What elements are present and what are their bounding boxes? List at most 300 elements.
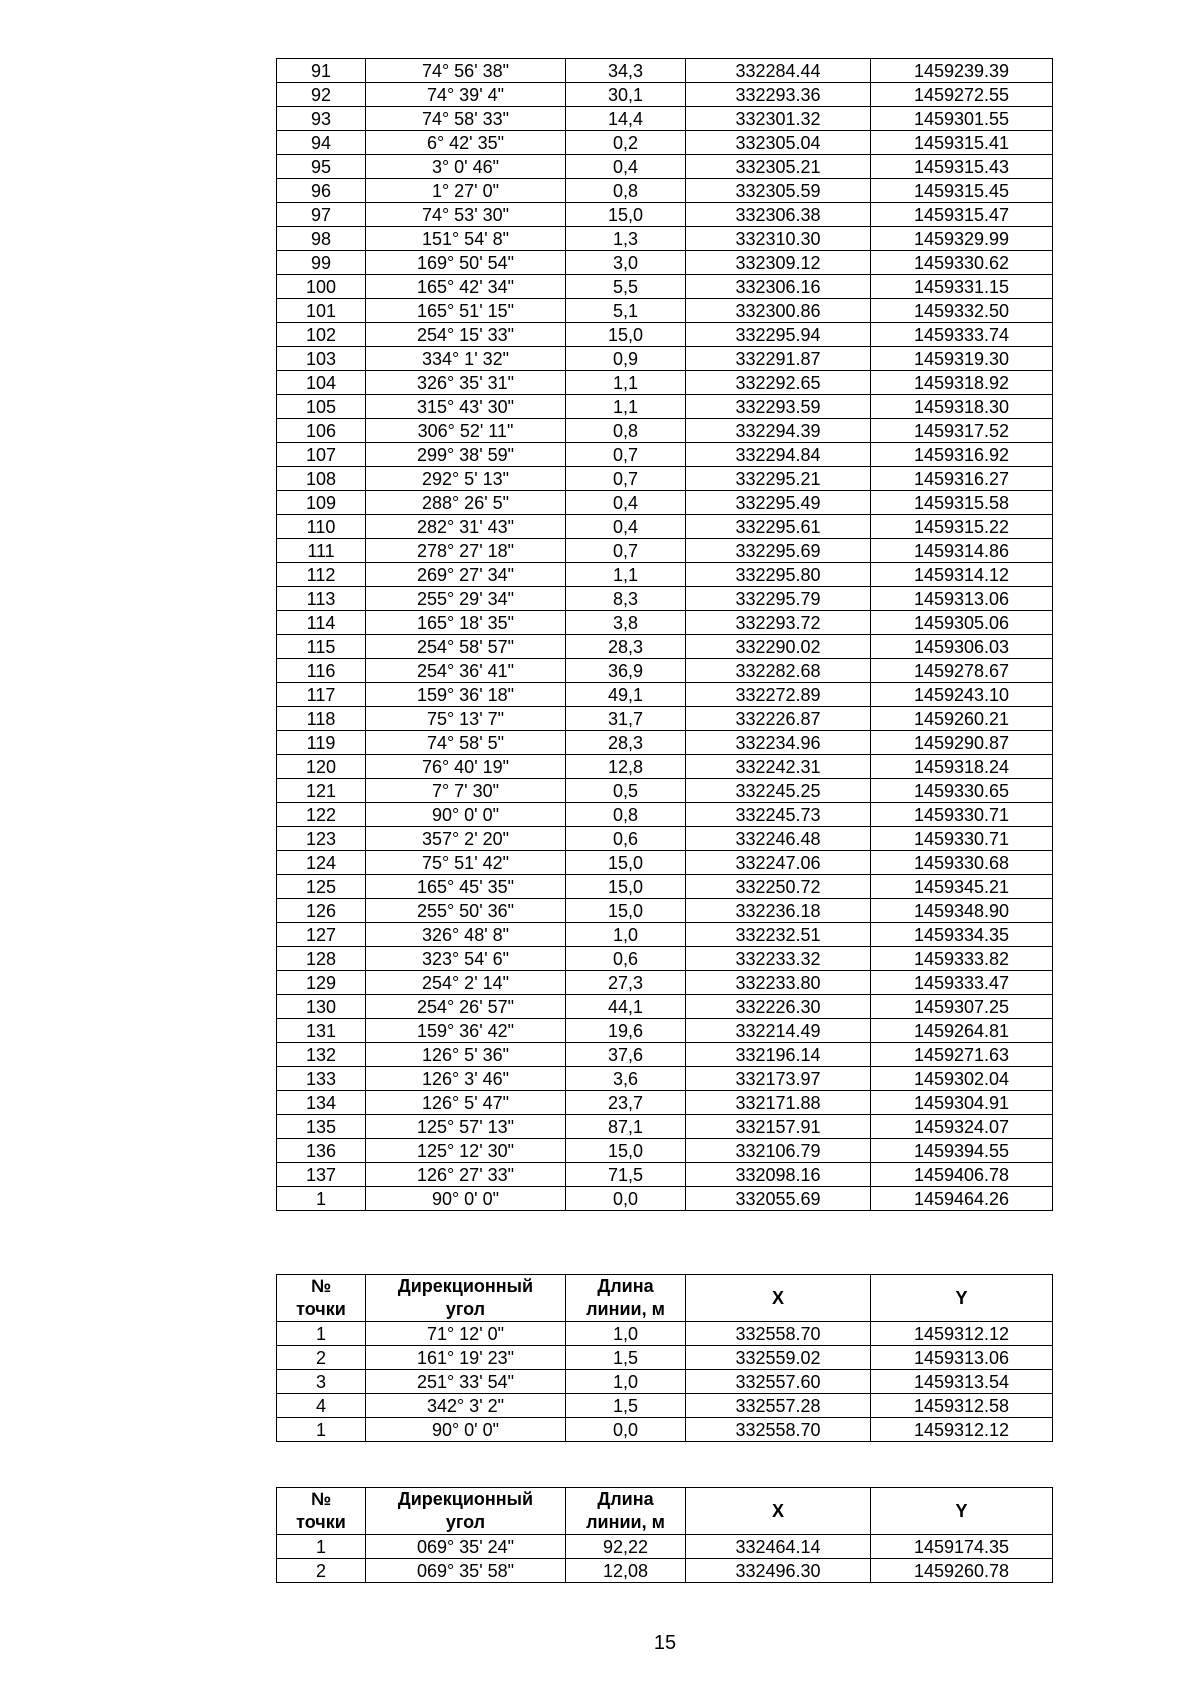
cell-point-number: 135	[277, 1115, 366, 1139]
cell-coord-x: 332306.16	[686, 275, 871, 299]
cell-point-number: 100	[277, 275, 366, 299]
cell-coord-x: 332295.94	[686, 323, 871, 347]
cell-coord-x: 332173.97	[686, 1067, 871, 1091]
cell-bearing-angle: 255° 50' 36"	[366, 899, 566, 923]
cell-coord-x: 332098.16	[686, 1163, 871, 1187]
cell-line-length: 15,0	[566, 899, 686, 923]
cell-line-length: 87,1	[566, 1115, 686, 1139]
cell-point-number: 104	[277, 371, 366, 395]
cell-point-number: 102	[277, 323, 366, 347]
cell-bearing-angle: 90° 0' 0"	[366, 1187, 566, 1211]
cell-bearing-angle: 71° 12' 0"	[366, 1322, 566, 1346]
cell-coord-y: 1459315.58	[871, 491, 1053, 515]
table-row	[277, 851, 1053, 875]
cell-point-number: 107	[277, 443, 366, 467]
cell-coord-x: 332558.70	[686, 1322, 871, 1346]
header-line: №	[310, 1276, 332, 1296]
cell-line-length: 92,22	[566, 1535, 686, 1559]
cell-point-number: 119	[277, 731, 366, 755]
table-row	[277, 155, 1053, 179]
cell-line-length: 49,1	[566, 683, 686, 707]
cell-bearing-angle: 255° 29' 34"	[366, 587, 566, 611]
cell-coord-x: 332305.21	[686, 155, 871, 179]
cell-line-length: 0,6	[566, 827, 686, 851]
cell-line-length: 3,6	[566, 1067, 686, 1091]
cell-line-length: 1,5	[566, 1346, 686, 1370]
cell-coord-y: 1459318.24	[871, 755, 1053, 779]
table-row	[277, 1346, 1053, 1370]
cell-point-number: 98	[277, 227, 366, 251]
cell-point-number: 4	[277, 1394, 366, 1418]
cell-bearing-angle: 126° 27' 33"	[366, 1163, 566, 1187]
cell-point-number: 2	[277, 1559, 366, 1583]
cell-bearing-angle: 159° 36' 42"	[366, 1019, 566, 1043]
cell-coord-y: 1459264.81	[871, 1019, 1053, 1043]
cell-point-number: 120	[277, 755, 366, 779]
cell-coord-x: 332247.06	[686, 851, 871, 875]
cell-bearing-angle: 1° 27' 0"	[366, 179, 566, 203]
cell-coord-x: 332300.86	[686, 299, 871, 323]
cell-bearing-angle: 90° 0' 0"	[366, 803, 566, 827]
header-point-number	[277, 1275, 366, 1322]
cell-bearing-angle: 278° 27' 18"	[366, 539, 566, 563]
cell-bearing-angle: 282° 31' 43"	[366, 515, 566, 539]
cell-bearing-angle: 151° 54' 8"	[366, 227, 566, 251]
cell-bearing-angle: 069° 35' 58"	[366, 1559, 566, 1583]
cell-line-length: 15,0	[566, 203, 686, 227]
cell-line-length: 0,4	[566, 491, 686, 515]
cell-point-number: 132	[277, 1043, 366, 1067]
cell-bearing-angle: 169° 50' 54"	[366, 251, 566, 275]
cell-bearing-angle: 75° 13' 7"	[366, 707, 566, 731]
table-row	[277, 1019, 1053, 1043]
table-row	[277, 707, 1053, 731]
cell-coord-x: 332245.73	[686, 803, 871, 827]
cell-coord-x: 332292.65	[686, 371, 871, 395]
cell-coord-y: 1459260.21	[871, 707, 1053, 731]
table-row	[277, 611, 1053, 635]
cell-coord-y: 1459315.41	[871, 131, 1053, 155]
table-row	[277, 1187, 1053, 1211]
table-row	[277, 971, 1053, 995]
cell-point-number: 92	[277, 83, 366, 107]
cell-line-length: 1,0	[566, 1322, 686, 1346]
cell-bearing-angle: 251° 33' 54"	[366, 1370, 566, 1394]
cell-coord-y: 1459313.54	[871, 1370, 1053, 1394]
table-row	[277, 323, 1053, 347]
cell-coord-y: 1459319.30	[871, 347, 1053, 371]
cell-coord-y: 1459315.47	[871, 203, 1053, 227]
table-row	[277, 83, 1053, 107]
cell-line-length: 0,8	[566, 179, 686, 203]
cell-line-length: 0,8	[566, 419, 686, 443]
cell-bearing-angle: 254° 15' 33"	[366, 323, 566, 347]
cell-line-length: 36,9	[566, 659, 686, 683]
cell-line-length: 15,0	[566, 1139, 686, 1163]
cell-bearing-angle: 292° 5' 13"	[366, 467, 566, 491]
cell-coord-y: 1459312.12	[871, 1418, 1053, 1442]
cell-coord-y: 1459174.35	[871, 1535, 1053, 1559]
header-coord-x	[686, 1275, 871, 1322]
cell-bearing-angle: 323° 54' 6"	[366, 947, 566, 971]
cell-bearing-angle: 74° 58' 5"	[366, 731, 566, 755]
table-row	[277, 443, 1053, 467]
cell-point-number: 96	[277, 179, 366, 203]
cell-bearing-angle: 254° 26' 57"	[366, 995, 566, 1019]
cell-bearing-angle: 76° 40' 19"	[366, 755, 566, 779]
cell-bearing-angle: 342° 3' 2"	[366, 1394, 566, 1418]
cell-bearing-angle: 75° 51' 42"	[366, 851, 566, 875]
header-line: угол	[445, 1299, 486, 1319]
cell-point-number: 99	[277, 251, 366, 275]
cell-point-number: 122	[277, 803, 366, 827]
cell-line-length: 37,6	[566, 1043, 686, 1067]
cell-coord-y: 1459315.22	[871, 515, 1053, 539]
cell-bearing-angle: 126° 5' 47"	[366, 1091, 566, 1115]
cell-point-number: 123	[277, 827, 366, 851]
table-row	[277, 923, 1053, 947]
header-line: Y	[955, 1287, 968, 1308]
cell-bearing-angle: 74° 58' 33"	[366, 107, 566, 131]
cell-coord-x: 332293.36	[686, 83, 871, 107]
cell-point-number: 125	[277, 875, 366, 899]
cell-coord-y: 1459239.39	[871, 59, 1053, 83]
cell-coord-x: 332557.28	[686, 1394, 871, 1418]
cell-bearing-angle: 299° 38' 59"	[366, 443, 566, 467]
cell-line-length: 1,0	[566, 923, 686, 947]
cell-coord-x: 332234.96	[686, 731, 871, 755]
cell-coord-x: 332294.84	[686, 443, 871, 467]
cell-bearing-angle: 165° 18' 35"	[366, 611, 566, 635]
cell-line-length: 31,7	[566, 707, 686, 731]
cell-point-number: 134	[277, 1091, 366, 1115]
cell-bearing-angle: 254° 36' 41"	[366, 659, 566, 683]
cell-coord-x: 332496.30	[686, 1559, 871, 1583]
cell-point-number: 111	[277, 539, 366, 563]
cell-point-number: 128	[277, 947, 366, 971]
cell-coord-y: 1459317.52	[871, 419, 1053, 443]
cell-coord-x: 332295.79	[686, 587, 871, 611]
cell-point-number: 121	[277, 779, 366, 803]
cell-coord-x: 332295.49	[686, 491, 871, 515]
table-row	[277, 587, 1053, 611]
table-row	[277, 107, 1053, 131]
cell-line-length: 30,1	[566, 83, 686, 107]
cell-coord-x: 332233.80	[686, 971, 871, 995]
cell-coord-y: 1459302.04	[871, 1067, 1053, 1091]
table-row	[277, 947, 1053, 971]
cell-coord-x: 332559.02	[686, 1346, 871, 1370]
cell-line-length: 1,1	[566, 563, 686, 587]
cell-coord-y: 1459324.07	[871, 1115, 1053, 1139]
cell-line-length: 0,7	[566, 539, 686, 563]
cell-bearing-angle: 6° 42' 35"	[366, 131, 566, 155]
table-row	[277, 1163, 1053, 1187]
cell-coord-x: 332558.70	[686, 1418, 871, 1442]
cell-coord-y: 1459314.12	[871, 563, 1053, 587]
cell-line-length: 1,1	[566, 371, 686, 395]
cell-point-number: 130	[277, 995, 366, 1019]
table-row	[277, 731, 1053, 755]
cell-coord-y: 1459312.12	[871, 1322, 1053, 1346]
header-line: Длина	[597, 1489, 654, 1509]
cell-bearing-angle: 254° 2' 14"	[366, 971, 566, 995]
cell-coord-x: 332293.59	[686, 395, 871, 419]
cell-line-length: 3,8	[566, 611, 686, 635]
cell-coord-y: 1459316.27	[871, 467, 1053, 491]
cell-line-length: 0,8	[566, 803, 686, 827]
cell-coord-y: 1459318.30	[871, 395, 1053, 419]
cell-point-number: 95	[277, 155, 366, 179]
table-row	[277, 1043, 1053, 1067]
cell-line-length: 1,3	[566, 227, 686, 251]
cell-point-number: 115	[277, 635, 366, 659]
cell-line-length: 0,7	[566, 467, 686, 491]
table-row	[277, 755, 1053, 779]
cell-line-length: 3,0	[566, 251, 686, 275]
cell-coord-x: 332282.68	[686, 659, 871, 683]
cell-coord-y: 1459272.55	[871, 83, 1053, 107]
cell-coord-x: 332157.91	[686, 1115, 871, 1139]
table-row	[277, 179, 1053, 203]
cell-line-length: 27,3	[566, 971, 686, 995]
cell-coord-y: 1459332.50	[871, 299, 1053, 323]
cell-coord-x: 332055.69	[686, 1187, 871, 1211]
cell-bearing-angle: 326° 48' 8"	[366, 923, 566, 947]
cell-line-length: 0,4	[566, 515, 686, 539]
table-row	[277, 203, 1053, 227]
cell-bearing-angle: 165° 45' 35"	[366, 875, 566, 899]
cell-bearing-angle: 126° 5' 36"	[366, 1043, 566, 1067]
cell-coord-y: 1459329.99	[871, 227, 1053, 251]
cell-bearing-angle: 334° 1' 32"	[366, 347, 566, 371]
cell-point-number: 2	[277, 1346, 366, 1370]
table-row	[277, 1067, 1053, 1091]
cell-line-length: 1,1	[566, 395, 686, 419]
cell-coord-x: 332310.30	[686, 227, 871, 251]
header-point-number	[277, 1488, 366, 1535]
cell-line-length: 0,0	[566, 1418, 686, 1442]
cell-coord-x: 332291.87	[686, 347, 871, 371]
table-row	[277, 1535, 1053, 1559]
cell-line-length: 0,7	[566, 443, 686, 467]
table-row	[277, 1394, 1053, 1418]
table-header-row	[277, 1275, 1053, 1322]
cell-point-number: 127	[277, 923, 366, 947]
header-line-length	[566, 1488, 686, 1535]
table-row	[277, 539, 1053, 563]
cell-point-number: 108	[277, 467, 366, 491]
cell-line-length: 0,0	[566, 1187, 686, 1211]
table-row	[277, 1091, 1053, 1115]
table-row	[277, 131, 1053, 155]
cell-coord-y: 1459315.45	[871, 179, 1053, 203]
cell-coord-y: 1459315.43	[871, 155, 1053, 179]
cell-coord-x: 332464.14	[686, 1535, 871, 1559]
cell-bearing-angle: 161° 19' 23"	[366, 1346, 566, 1370]
table-row	[277, 1322, 1053, 1346]
cell-coord-y: 1459314.86	[871, 539, 1053, 563]
cell-coord-y: 1459318.92	[871, 371, 1053, 395]
table-row	[277, 779, 1053, 803]
cell-coord-y: 1459333.74	[871, 323, 1053, 347]
cell-coord-x: 332557.60	[686, 1370, 871, 1394]
cell-point-number: 94	[277, 131, 366, 155]
header-coord-y	[871, 1488, 1053, 1535]
header-line: линии, м	[586, 1299, 665, 1319]
cell-point-number: 114	[277, 611, 366, 635]
cell-point-number: 93	[277, 107, 366, 131]
cell-bearing-angle: 90° 0' 0"	[366, 1418, 566, 1442]
header-line: точки	[296, 1299, 346, 1319]
cell-point-number: 136	[277, 1139, 366, 1163]
cell-point-number: 3	[277, 1370, 366, 1394]
cell-line-length: 5,5	[566, 275, 686, 299]
table-row	[277, 227, 1053, 251]
cell-line-length: 0,9	[566, 347, 686, 371]
cell-coord-x: 332284.44	[686, 59, 871, 83]
table-row	[277, 875, 1053, 899]
cell-line-length: 12,08	[566, 1559, 686, 1583]
cell-line-length: 14,4	[566, 107, 686, 131]
cell-line-length: 71,5	[566, 1163, 686, 1187]
cell-coord-y: 1459330.62	[871, 251, 1053, 275]
cell-coord-y: 1459464.26	[871, 1187, 1053, 1211]
cell-coord-x: 332242.31	[686, 755, 871, 779]
cell-line-length: 15,0	[566, 851, 686, 875]
cell-point-number: 133	[277, 1067, 366, 1091]
table-row	[277, 467, 1053, 491]
table-row	[277, 563, 1053, 587]
header-bearing-angle	[366, 1275, 566, 1322]
cell-line-length: 0,5	[566, 779, 686, 803]
cell-bearing-angle: 254° 58' 57"	[366, 635, 566, 659]
cell-bearing-angle: 159° 36' 18"	[366, 683, 566, 707]
cell-coord-x: 332232.51	[686, 923, 871, 947]
header-line: №	[310, 1489, 332, 1509]
cell-line-length: 8,3	[566, 587, 686, 611]
cell-bearing-angle: 165° 51' 15"	[366, 299, 566, 323]
cell-line-length: 12,8	[566, 755, 686, 779]
cell-point-number: 109	[277, 491, 366, 515]
cell-line-length: 0,6	[566, 947, 686, 971]
cell-coord-y: 1459313.06	[871, 1346, 1053, 1370]
cell-bearing-angle: 74° 53' 30"	[366, 203, 566, 227]
cell-point-number: 110	[277, 515, 366, 539]
cell-coord-y: 1459301.55	[871, 107, 1053, 131]
cell-coord-y: 1459278.67	[871, 659, 1053, 683]
cell-coord-y: 1459271.63	[871, 1043, 1053, 1067]
cell-point-number: 112	[277, 563, 366, 587]
cell-coord-y: 1459313.06	[871, 587, 1053, 611]
table-row	[277, 515, 1053, 539]
cell-coord-x: 332290.02	[686, 635, 871, 659]
cell-line-length: 0,2	[566, 131, 686, 155]
cell-coord-x: 332233.32	[686, 947, 871, 971]
header-line: Дирекционный	[397, 1276, 534, 1296]
cell-line-length: 28,3	[566, 635, 686, 659]
cell-line-length: 19,6	[566, 1019, 686, 1043]
cell-line-length: 44,1	[566, 995, 686, 1019]
cell-line-length: 5,1	[566, 299, 686, 323]
cell-bearing-angle: 74° 56' 38"	[366, 59, 566, 83]
cell-line-length: 15,0	[566, 875, 686, 899]
table-row	[277, 683, 1053, 707]
cell-line-length: 0,4	[566, 155, 686, 179]
header-bearing-angle	[366, 1488, 566, 1535]
cell-point-number: 105	[277, 395, 366, 419]
cell-line-length: 1,5	[566, 1394, 686, 1418]
header-line-length	[566, 1275, 686, 1322]
table-row	[277, 1115, 1053, 1139]
cell-coord-x: 332295.80	[686, 563, 871, 587]
table-row	[277, 803, 1053, 827]
cell-coord-x: 332306.38	[686, 203, 871, 227]
cell-bearing-angle: 269° 27' 34"	[366, 563, 566, 587]
cell-coord-x: 332309.12	[686, 251, 871, 275]
table-row	[277, 635, 1053, 659]
cell-coord-y: 1459330.71	[871, 803, 1053, 827]
cell-line-length: 34,3	[566, 59, 686, 83]
cell-coord-y: 1459316.92	[871, 443, 1053, 467]
header-line: точки	[296, 1512, 346, 1532]
table-row	[277, 1370, 1053, 1394]
cell-point-number: 1	[277, 1187, 366, 1211]
cell-bearing-angle: 165° 42' 34"	[366, 275, 566, 299]
cell-point-number: 91	[277, 59, 366, 83]
cell-coord-x: 332226.30	[686, 995, 871, 1019]
table-row	[277, 827, 1053, 851]
cell-bearing-angle: 326° 35' 31"	[366, 371, 566, 395]
page-number: 15	[653, 1632, 677, 1654]
cell-coord-x: 332295.69	[686, 539, 871, 563]
cell-coord-y: 1459290.87	[871, 731, 1053, 755]
cell-point-number: 1	[277, 1535, 366, 1559]
cell-coord-x: 332171.88	[686, 1091, 871, 1115]
table-row	[277, 275, 1053, 299]
table-row	[277, 347, 1053, 371]
cell-coord-y: 1459330.71	[871, 827, 1053, 851]
table-row	[277, 1418, 1053, 1442]
cell-point-number: 117	[277, 683, 366, 707]
header-line: угол	[445, 1512, 486, 1532]
table-row	[277, 419, 1053, 443]
cell-coord-x: 332295.21	[686, 467, 871, 491]
cell-bearing-angle: 306° 52' 11"	[366, 419, 566, 443]
cell-coord-y: 1459305.06	[871, 611, 1053, 635]
header-coord-y	[871, 1275, 1053, 1322]
table-header-row	[277, 1488, 1053, 1535]
cell-bearing-angle: 3° 0' 46"	[366, 155, 566, 179]
table-row	[277, 251, 1053, 275]
cell-line-length: 1,0	[566, 1370, 686, 1394]
cell-point-number: 116	[277, 659, 366, 683]
cell-bearing-angle: 125° 57' 13"	[366, 1115, 566, 1139]
header-line: Y	[955, 1500, 968, 1521]
cell-coord-y: 1459243.10	[871, 683, 1053, 707]
cell-coord-x: 332214.49	[686, 1019, 871, 1043]
cell-coord-y: 1459306.03	[871, 635, 1053, 659]
cell-coord-y: 1459333.82	[871, 947, 1053, 971]
cell-coord-y: 1459334.35	[871, 923, 1053, 947]
cell-point-number: 103	[277, 347, 366, 371]
header-line: X	[771, 1500, 784, 1521]
cell-coord-x: 332272.89	[686, 683, 871, 707]
table-row	[277, 1559, 1053, 1583]
table-row	[277, 899, 1053, 923]
cell-bearing-angle: 74° 39' 4"	[366, 83, 566, 107]
cell-line-length: 15,0	[566, 323, 686, 347]
